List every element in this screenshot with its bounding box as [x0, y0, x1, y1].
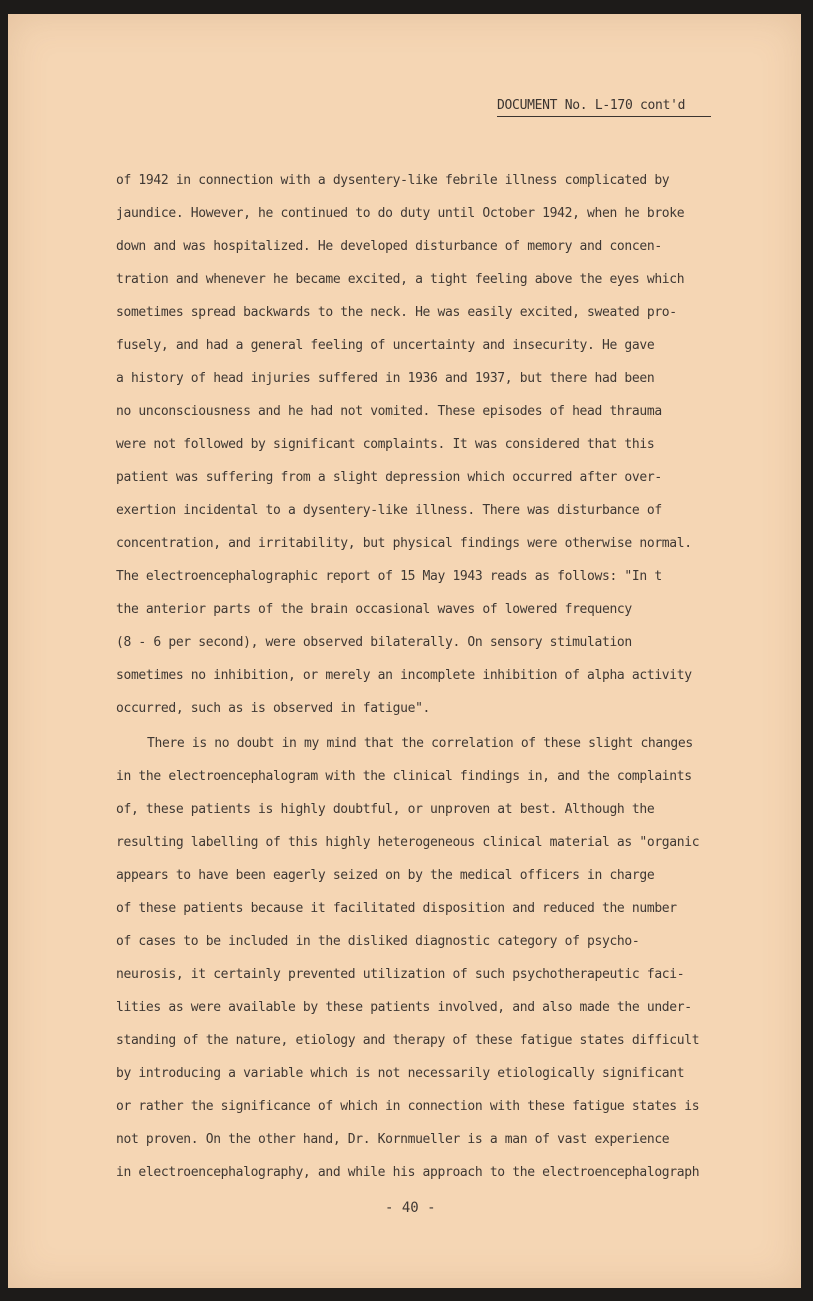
text-line: patient was suffering from a slight depression which occurred after over- [116, 470, 662, 485]
text-line: not proven. On the other hand, Dr. Kornmueller is a man of vast experience [116, 1132, 670, 1147]
text-line: of these patients because it facilitated disposition and reduced the number [116, 901, 677, 916]
text-line: occurred, such as is observed in fatigue". [116, 701, 431, 716]
text-line: the anterior parts of the brain occasional waves of lowered frequency [116, 602, 632, 617]
text-line: jaundice. However, he continued to do duty until October 1942, when he broke [116, 206, 685, 221]
text-line: sometimes spread backwards to the neck. He was easily excited, sweated pro- [116, 305, 677, 320]
text-line: sometimes no inhibition, or merely an incomplete inhibition of alpha activity [116, 668, 692, 683]
text-line: There is no doubt in my mind that the correlation of these slight changes [147, 736, 693, 751]
text-line: The electroencephalographic report of 15 May 1943 reads as follows: "In t [116, 569, 662, 584]
text-line: fusely, and had a general feeling of uncertainty and insecurity. He gave [116, 338, 655, 353]
text-line: of 1942 in connection with a dysentery-like febrile illness complicated by [116, 173, 670, 188]
text-line: exertion incidental to a dysentery-like illness. There was disturbance of [116, 503, 662, 518]
text-line: a history of head injuries suffered in 1936 and 1937, but there had been [116, 371, 655, 386]
text-line: or rather the significance of which in connection with these fatigue states is [116, 1099, 700, 1114]
header-underline [497, 116, 711, 117]
text-line: tration and whenever he became excited, a tight feeling above the eyes which [116, 272, 685, 287]
document-page [8, 14, 801, 1288]
text-line: lities as were available by these patients involved, and also made the under- [116, 1000, 692, 1015]
document-reference-header: DOCUMENT No. L-170 cont'd [497, 98, 686, 113]
text-line: by introducing a variable which is not necessarily etiologically significant [116, 1066, 685, 1081]
text-line: of cases to be included in the disliked diagnostic category of psycho- [116, 934, 640, 949]
text-line: were not followed by significant complaints. It was considered that this [116, 437, 655, 452]
text-line: (8 - 6 per second), were observed bilaterally. On sensory stimulation [116, 635, 632, 650]
text-line: in the electroencephalogram with the clinical findings in, and the complaints [116, 769, 692, 784]
text-line: neurosis, it certainly prevented utilization of such psychotherapeutic faci- [116, 967, 685, 982]
text-line: resulting labelling of this highly heterogeneous clinical material as "organic [116, 835, 700, 850]
page-number: - 40 - [385, 1200, 436, 1216]
text-line: down and was hospitalized. He developed disturbance of memory and concen- [116, 239, 662, 254]
text-line: appears to have been eagerly seized on by the medical officers in charge [116, 868, 655, 883]
text-line: of, these patients is highly doubtful, or unproven at best. Although the [116, 802, 655, 817]
text-line: no unconsciousness and he had not vomited. These episodes of head thrauma [116, 404, 662, 419]
text-line: standing of the nature, etiology and therapy of these fatigue states difficult [116, 1033, 700, 1048]
text-line: concentration, and irritability, but physical findings were otherwise normal. [116, 536, 692, 551]
text-line: in electroencephalography, and while his approach to the electroencephalograph [116, 1165, 700, 1180]
